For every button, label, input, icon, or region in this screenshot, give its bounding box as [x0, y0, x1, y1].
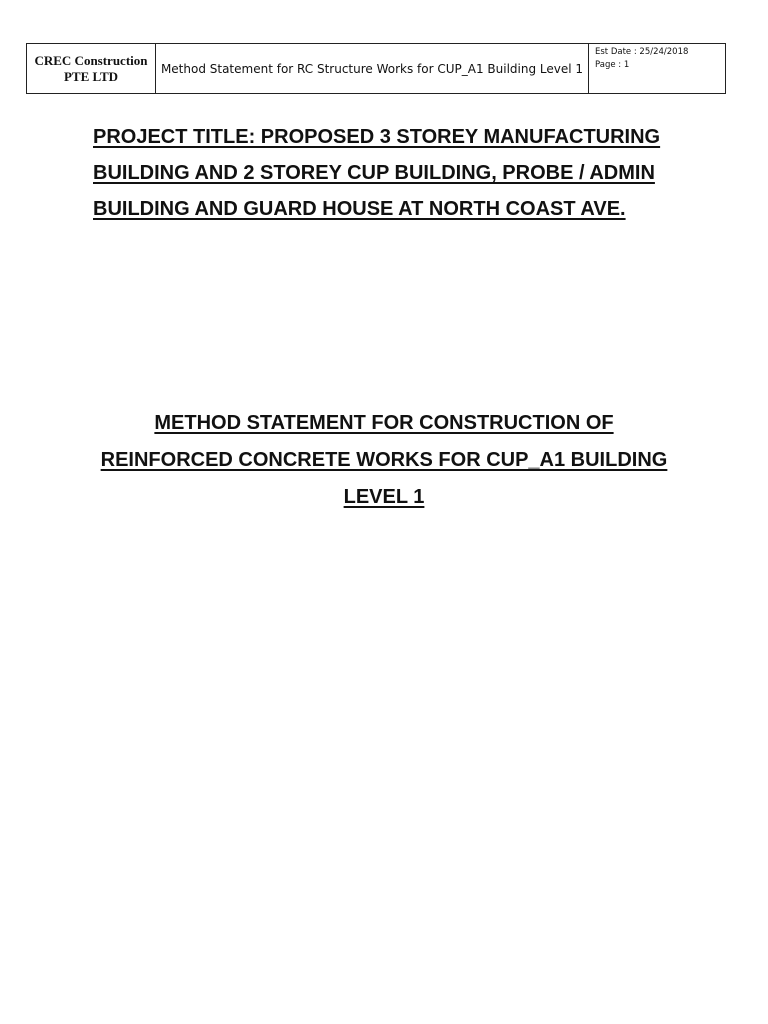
est-date: Est Date : 25/24/2018 — [595, 47, 689, 57]
page-number: Page : 1 — [595, 60, 630, 70]
company-name: CREC Construction PTE LTD — [27, 44, 156, 94]
document-header — [26, 43, 726, 94]
document-meta — [589, 44, 726, 94]
document-title: Method Statement for RC Structure Works for CUP_A1 Building Level 1 — [156, 44, 589, 94]
project-title: PROJECT TITLE: PROPOSED 3 STOREY MANUFACTURING BUILDING AND 2 STOREY CUP BUILDING, PROBE / ADMIN BUILDING AND GUARD HOUSE AT NORTH COAST AVE. — [93, 126, 661, 220]
method-statement-title: METHOD STATEMENT FOR CONSTRUCTION OF REINFORCED CONCRETE WORKS FOR CUP_A1 BUILDING LEVEL 1 — [100, 412, 668, 508]
